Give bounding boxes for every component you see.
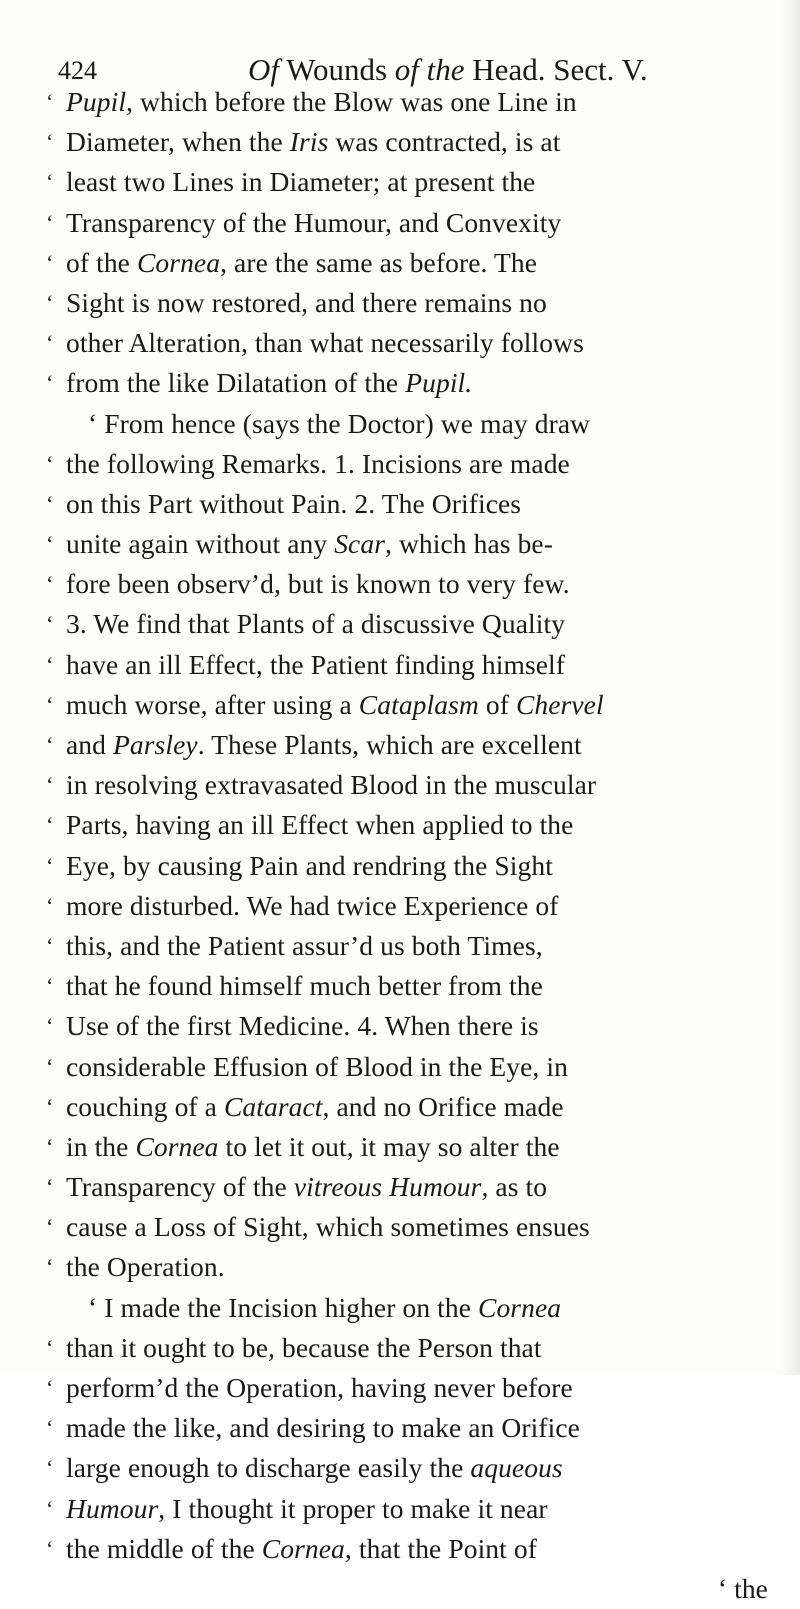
line-text (66, 283, 547, 323)
text-line (46, 1328, 776, 1368)
text-run: the middle of the (66, 1532, 262, 1564)
text-line (46, 604, 776, 644)
italic-term: Cataplasm (358, 688, 479, 720)
quote-mark: ‘ (46, 89, 54, 114)
text-line (46, 926, 776, 966)
quote-mark: ‘ (46, 1214, 54, 1240)
line-text (66, 966, 543, 1006)
text-run: Sight is now restored, and there remains no (66, 286, 547, 318)
quote-mark: ‘ (46, 1254, 54, 1280)
quote-mark: ‘ (46, 571, 54, 597)
line-text (66, 203, 561, 243)
italic-term: Humour (66, 1492, 159, 1524)
text-line (46, 1047, 776, 1087)
line-text (66, 1529, 537, 1569)
italic-term: aqueous (470, 1452, 563, 1484)
quote-mark: ‘ (46, 772, 54, 798)
line-text (66, 926, 543, 966)
italic-term: Iris (289, 126, 329, 158)
line-text (66, 243, 537, 283)
quote-mark: ‘ (46, 1093, 54, 1119)
line-text (66, 82, 577, 122)
text-line (46, 966, 776, 1006)
text-run: of the (66, 246, 137, 278)
text-run: ‘ I made the Incision higher on the (88, 1291, 479, 1323)
quote-mark: ‘ (46, 1013, 54, 1039)
text-line (46, 203, 776, 243)
quote-mark: ‘ (46, 1455, 54, 1481)
text-line (46, 122, 776, 162)
text-run: Transparency of the (66, 1171, 294, 1203)
line-text (66, 1006, 539, 1046)
text-run: Eye, by causing Pain and rendring the Sight (66, 849, 553, 881)
italic-term: Chervel (515, 688, 604, 720)
text-line (46, 1448, 776, 1488)
text-run: , are the same as before. The (220, 246, 538, 278)
text-line (46, 1408, 776, 1448)
line-text (66, 1127, 560, 1167)
text-run: large enough to discharge easily the (66, 1452, 471, 1484)
line-text (66, 1368, 573, 1408)
quote-mark: ‘ (46, 892, 54, 918)
quote-mark: ‘ (46, 611, 54, 637)
text-line (46, 886, 776, 926)
quote-mark: ‘ (46, 1415, 54, 1441)
text-run: than it ought to be, because the Person that (66, 1331, 542, 1363)
quote-mark: ‘ (46, 691, 54, 717)
text-line (46, 1207, 776, 1247)
line-text (66, 886, 558, 926)
line-text (66, 765, 596, 805)
text-run: cause a Loss of Sight, which sometimes ensues (66, 1211, 590, 1243)
text-line (46, 1368, 776, 1408)
italic-term: Parsley (112, 729, 198, 760)
text-run: the following Remarks. 1. Incisions are made (66, 447, 570, 479)
text-run: least two Lines in Diameter; at present the (66, 166, 536, 198)
page-number: 424 (58, 56, 97, 85)
line-text (66, 363, 472, 403)
text-run: , as to (481, 1171, 548, 1203)
quote-mark: ‘ (46, 129, 54, 155)
text-run: 3. We find that Plants of a discussive Quality (66, 608, 566, 640)
line-text (66, 1047, 568, 1087)
italic-term: Cornea (261, 1532, 345, 1564)
line-text (66, 1167, 547, 1207)
line-text (88, 1288, 561, 1328)
line-text (66, 122, 560, 162)
line-text (66, 1489, 548, 1529)
italic-term: Pupil (66, 86, 127, 117)
line-text (66, 162, 535, 202)
text-line (46, 1489, 776, 1529)
text-line (46, 1006, 776, 1046)
text-line (46, 645, 776, 685)
line-text (66, 645, 565, 685)
text-run: in the (66, 1130, 136, 1162)
text-run: much worse, after using a (66, 688, 359, 720)
text-run: of (478, 688, 516, 720)
text-line (46, 564, 776, 604)
italic-term: Cornea (478, 1291, 562, 1323)
line-text (66, 1087, 564, 1127)
text-line (46, 1569, 776, 1609)
italic-term: Cornea (136, 246, 221, 278)
line-text (66, 444, 570, 484)
text-run: Diameter, when the (66, 126, 290, 158)
text-line (46, 82, 776, 122)
text-run: this, and the Patient assur’d us both Times, (66, 929, 543, 961)
text-line (46, 283, 776, 323)
text-run: ‘ From hence (says the Doctor) we may draw (88, 407, 591, 439)
line-text (66, 1328, 542, 1368)
text-run: from the like Dilatation of the (66, 367, 406, 399)
body-text (46, 82, 776, 1609)
quote-mark: ‘ (46, 732, 54, 757)
text-line (46, 323, 776, 363)
text-run: couching of a (66, 1090, 224, 1122)
text-line (46, 243, 776, 283)
line-text (66, 846, 553, 886)
line-text (66, 1207, 590, 1247)
page-edge-shadow (782, 0, 800, 1375)
line-text (66, 685, 604, 725)
quote-mark: ‘ (46, 1053, 54, 1079)
text-run: to let it out, it may so alter the (218, 1130, 560, 1162)
quote-mark: ‘ (46, 531, 54, 557)
text-line (46, 846, 776, 886)
quote-mark: ‘ (46, 651, 54, 677)
text-line (46, 162, 776, 202)
text-line (46, 805, 776, 845)
quote-mark: ‘ (46, 1495, 54, 1521)
line-text (718, 1569, 768, 1609)
text-line (46, 404, 776, 444)
running-title-head: Head. (472, 52, 546, 87)
quote-mark: ‘ (46, 209, 54, 235)
quote-mark: ‘ (46, 169, 54, 195)
text-line (46, 725, 776, 765)
text-run: Parts, having an ill Effect when applied to the (66, 809, 574, 841)
text-line (46, 1529, 776, 1569)
text-run: , I thought it proper to make it near (158, 1492, 548, 1524)
text-run: unite again without any (66, 528, 335, 560)
text-line (46, 484, 776, 524)
running-title-of-the: of the (394, 52, 465, 87)
text-run: the Operation. (66, 1251, 225, 1283)
quote-mark: ‘ (46, 812, 54, 838)
text-run: Use of the first Medicine. 4. When there is (66, 1010, 539, 1042)
italic-term: Pupil. (405, 367, 473, 399)
line-text (66, 1247, 225, 1287)
text-run: that he found himself much better from the (66, 970, 543, 1002)
line-text (66, 524, 553, 564)
quote-mark: ‘ (46, 370, 54, 396)
line-text (88, 404, 590, 444)
italic-term: Scar (334, 528, 385, 560)
italic-term: Cataract (223, 1090, 323, 1122)
text-line (46, 685, 776, 725)
quote-mark: ‘ (46, 1375, 54, 1400)
quote-mark: ‘ (46, 852, 54, 878)
text-line (46, 1127, 776, 1167)
text-run: , which before the Blow was one Line in (126, 86, 577, 117)
text-run: made the like, and desiring to make an Orifice (66, 1412, 580, 1444)
line-text (66, 1408, 580, 1448)
quote-mark: ‘ (46, 1133, 54, 1159)
quote-mark: ‘ (46, 330, 54, 356)
quote-mark: ‘ (46, 1174, 54, 1200)
text-line (46, 1087, 776, 1127)
text-run: other Alteration, than what necessarily follows (66, 327, 584, 359)
line-text (66, 1448, 563, 1488)
line-text (66, 564, 570, 604)
quote-mark: ‘ (46, 289, 54, 315)
text-run: have an ill Effect, the Patient finding himself (66, 648, 566, 680)
quote-mark: ‘ (46, 450, 54, 476)
text-line (46, 765, 776, 805)
running-title-section: Sect. V. (553, 52, 648, 87)
italic-term: Cornea (135, 1130, 219, 1162)
quote-mark: ‘ (46, 973, 54, 999)
text-run: . These Plants, which are excellent (197, 729, 582, 760)
text-line (46, 444, 776, 484)
text-run: ‘ the (717, 1572, 768, 1604)
text-run: on this Part without Pain. 2. The Orifices (66, 487, 522, 519)
text-line (46, 1247, 776, 1287)
quote-mark: ‘ (46, 249, 54, 275)
text-run: perform’d the Operation, having never before (66, 1372, 573, 1403)
text-run: , that the Point of (344, 1532, 537, 1564)
line-text (66, 805, 573, 845)
line-text (66, 604, 565, 644)
quote-mark: ‘ (46, 490, 54, 516)
text-run: , which has be- (385, 528, 553, 560)
running-title-of: Of (248, 52, 279, 87)
text-run: and (66, 729, 113, 760)
text-line (46, 1167, 776, 1207)
quote-mark: ‘ (46, 1535, 54, 1561)
line-text (66, 484, 521, 524)
line-text (66, 725, 582, 765)
text-run: considerable Effusion of Blood in the Eye, in (66, 1050, 568, 1082)
text-run: , and no Orifice made (322, 1090, 564, 1122)
text-line (46, 363, 776, 403)
italic-term: vitreous Humour (293, 1171, 482, 1203)
running-title-wounds: Wounds (286, 52, 388, 87)
text-line (46, 524, 776, 564)
quote-mark: ‘ (46, 1334, 54, 1360)
quote-mark: ‘ (46, 932, 54, 958)
text-run: fore been observ’d, but is known to very few. (66, 568, 570, 600)
text-line (46, 1288, 776, 1328)
text-run: Transparency of the Humour, and Convexity (66, 206, 562, 238)
text-run: in resolving extravasated Blood in the muscular (66, 769, 597, 801)
text-run: was contracted, is at (328, 126, 561, 158)
text-run: more disturbed. We had twice Experience of (66, 889, 559, 921)
line-text (66, 323, 584, 363)
